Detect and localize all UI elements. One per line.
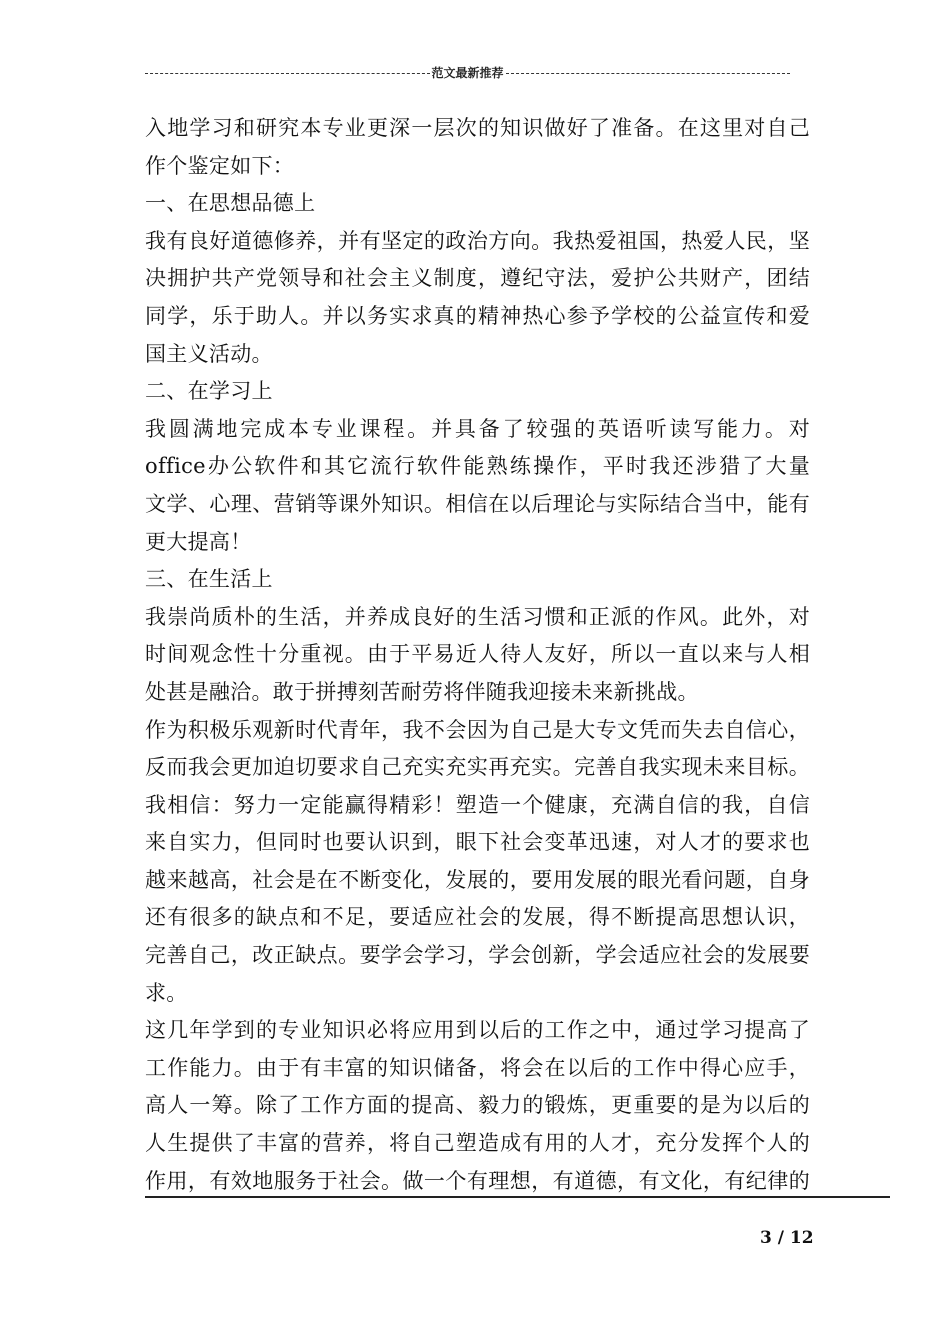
text-line: 工作能力。由于有丰富的知识储备，将会在以后的工作中得心应手，	[145, 1055, 810, 1080]
text-line: 作为积极乐观新时代青年，我不会因为自己是大专文凭而失去自信心，	[145, 717, 810, 742]
text-line: 完善自己，改正缺点。要学会学习，学会创新，学会适应社会的发展要	[145, 943, 810, 968]
text-line: 我崇尚质朴的生活，并养成良好的生活习惯和正派的作风。此外，对	[145, 604, 810, 629]
text-line: 三、在生活上	[145, 567, 273, 592]
header-title: 范文最新推荐	[431, 66, 504, 80]
text-line: 处甚是融洽。敢于拼搏刻苦耐劳将伴随我迎接未来新挑战。	[145, 679, 699, 704]
header-dash-right	[506, 73, 791, 74]
footer-rule	[145, 1196, 890, 1198]
text-line: 作用，有效地服务于社会。做一个有理想，有道德，有文化，有纪律的	[145, 1168, 810, 1193]
text-line: 时间观念性十分重视。由于平易近人待人友好，所以一直以来与人相	[145, 642, 810, 667]
text-line: 来自实力，但同时也要认识到，眼下社会变革迅速，对人才的要求也	[145, 830, 810, 855]
text-line: 二、在学习上	[145, 379, 273, 404]
text-line: 作个鉴定如下：	[145, 153, 295, 178]
text-line: 我圆满地完成本专业课程。并具备了较强的英语听读写能力。对	[145, 416, 810, 441]
text-line: 更大提高！	[145, 529, 252, 554]
text-line: 这几年学到的专业知识必将应用到以后的工作之中，通过学习提高了	[145, 1018, 810, 1043]
text-line: 决拥护共产党领导和社会主义制度，遵纪守法，爱护公共财产，团结	[145, 266, 810, 291]
text-line: 高人一筹。除了工作方面的提高、毅力的锻炼，更重要的是为以后的	[145, 1093, 810, 1118]
text-line: office办公软件和其它流行软件能熟练操作，平时我还涉猎了大量	[145, 454, 810, 479]
text-line: 我相信：努力一定能赢得精彩！塑造一个健康，充满自信的我，自信	[145, 792, 810, 817]
page-number: 3 / 12	[760, 1228, 814, 1248]
document-body	[145, 110, 810, 1200]
page-header	[145, 66, 790, 80]
text-line: 一、在思想品德上	[145, 191, 316, 216]
text-line: 国主义活动。	[145, 341, 273, 366]
text-line: 反而我会更加迫切要求自己充实充实再充实。完善自我实现未来目标。	[145, 755, 810, 780]
text-line: 求。	[145, 980, 188, 1005]
text-line: 我有良好道德修养，并有坚定的政治方向。我热爱祖国，热爱人民，坚	[145, 228, 810, 253]
text-line: 还有很多的缺点和不足，要适应社会的发展，得不断提高思想认识，	[145, 905, 810, 930]
text-line: 文学、心理、营销等课外知识。相信在以后理论与实际结合当中，能有	[145, 491, 810, 516]
text-line: 同学，乐于助人。并以务实求真的精神热心参予学校的公益宣传和爱	[145, 303, 810, 328]
text-line: 越来越高，社会是在不断变化，发展的，要用发展的眼光看问题，自身	[145, 867, 810, 892]
text-line: 入地学习和研究本专业更深一层次的知识做好了准备。在这里对自己	[145, 116, 810, 140]
text-line: 人生提供了丰富的营养，将自己塑造成有用的人才，充分发挥个人的	[145, 1131, 810, 1156]
header-dash-left	[145, 73, 430, 74]
